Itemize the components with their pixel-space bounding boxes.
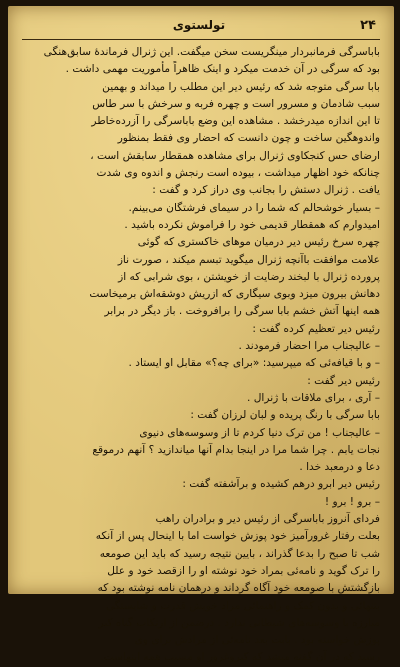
- text-line: سبب شادمان و مسرور است و چهره فربه و سرخش با سر طاس: [92, 97, 380, 110]
- text-line: دعا و درمعبد خدا .: [299, 461, 380, 474]
- text-line: نجات یابم . چرا شما مرا در اینجا بدام آنها میاندازید ؟ آنهم درموقع: [92, 443, 380, 456]
- text-line: بعلت رفتار غرورآمیز خود پوزش خواست اما با اینحال پس از آنکه: [95, 530, 380, 543]
- text-line: رسید که در آن گفته میشد که کبروغرور او مسبب همه اینهاست.: [100, 651, 380, 664]
- text-line: – عالیجناب مرا احضار فرمودند .: [238, 340, 380, 353]
- text-line: چنانکه خود اظهار میداشت ، بیوده است رنجش و اندوه وی شدت: [96, 167, 380, 180]
- text-line: بابا سرگی متوجه شد که رئیس دیر این مطلب را میداند و بهمین: [102, 80, 380, 93]
- text-line: پوزش خواسته بود . بابت بعد نامه‌ئی از مرادش برای وی: [134, 634, 380, 647]
- text-line: رئیس دیر تعظیم کرده گفت :: [252, 322, 380, 335]
- header-rule: [22, 39, 380, 40]
- text-line: فردای آنروز باباسرگی از رئیس دیر و برادران راهب: [155, 513, 380, 526]
- page-number: ۲۴: [360, 18, 376, 33]
- text-line: باباسرگی فرمانبردار مینگریست سخن میگفت. این ژنرال فرماندهٔ سابق‌هنگی: [43, 46, 380, 58]
- text-line: تا این اندازه میدرخشد . مشاهده این وضع باباسرگی را آزرده‌خاطر: [91, 115, 380, 128]
- text-line: همه اینها آتش خشم بابا سرگی را برافروخت . باز دیگر در برابر: [104, 305, 380, 318]
- text-line: رئیس دیر ابرو درهم کشیده و برآشفته گفت :: [182, 478, 380, 491]
- body-text: [22, 44, 380, 664]
- text-line: پرورده ژنرال با لبخند رضایت از خویشتن ، بوی شرابی که از: [118, 270, 380, 283]
- text-line: یافت . ژنرال دستش را بجانب وی دراز کرد و گفت :: [152, 184, 380, 197]
- text-line: رئیس دیر گفت :: [307, 374, 380, 387]
- book-page: [8, 6, 394, 664]
- text-line: – آری ، برای ملاقات با ژنرال .: [246, 391, 380, 404]
- running-title: تولستوی: [172, 18, 226, 32]
- page-header: [22, 18, 376, 36]
- text-line: – عالیجناب ! من ترک دنیا کردم تا از وسوسه‌های دنیوی: [139, 426, 380, 439]
- text-line: مبارزه با وسوسه‌های شیطانی ندارد . درضمن از ارتکاب گناه کبر: [98, 616, 380, 629]
- text-line: – برو ! برو !: [324, 495, 380, 508]
- text-line: بود که سرگی در آن خدمت میکرد و اینک ظاهراً مأموریت مهمی داشت .: [65, 63, 380, 76]
- text-line: – و با قیافه‌ئی که میپرسید: «برای چه؟» مقابل او ایستاد .: [128, 357, 380, 370]
- text-line: ارضای حس کنجکاوی ژنرال برای مشاهده همقطار سابقش است ،: [90, 149, 380, 162]
- text-line: بازگشتش با صومعه خود آگاه گرداند و درهمان نامه نوشته بود که: [97, 582, 380, 595]
- text-line: بابا سرگی با رنگ پریده و لبان لرزان گفت :: [190, 409, 380, 422]
- text-line: – بسیار خوشحالم که شما را در سیمای فرشتگان می‌بینم.: [128, 201, 380, 214]
- text-line: چهره سرخ رئیس دیر درمیان موهای خاکستری که گوئی: [137, 236, 380, 249]
- text-line: دهانش بیرون میزد وبوی سیگاری که ازریش دوشقه‌اش برمیخاست: [89, 288, 380, 301]
- text-line: علامت موافقت باآنچه ژنرال میگوید تبسم میکند ، صورت ناز: [117, 253, 380, 266]
- text-line: بتنهائی و بدون کمک و راهنمائی مراد خویش قدرت و شایستگی: [105, 599, 380, 612]
- text-line: شب تا صبح را بدعا گذراند ، بایین نتیجه رسید که باید این صومعه: [99, 547, 380, 560]
- text-line: امیدوارم که همقطار قدیمی خود را فراموش نکرده باشید .: [124, 218, 380, 231]
- text-line: را ترک گوید و نامه‌ئی بمراد خود نوشته او را ازقصد خود و علل: [107, 564, 380, 577]
- text-line: واندوهگین ساخت و چون دانست که احضار وی فقط بمنظور: [117, 132, 380, 145]
